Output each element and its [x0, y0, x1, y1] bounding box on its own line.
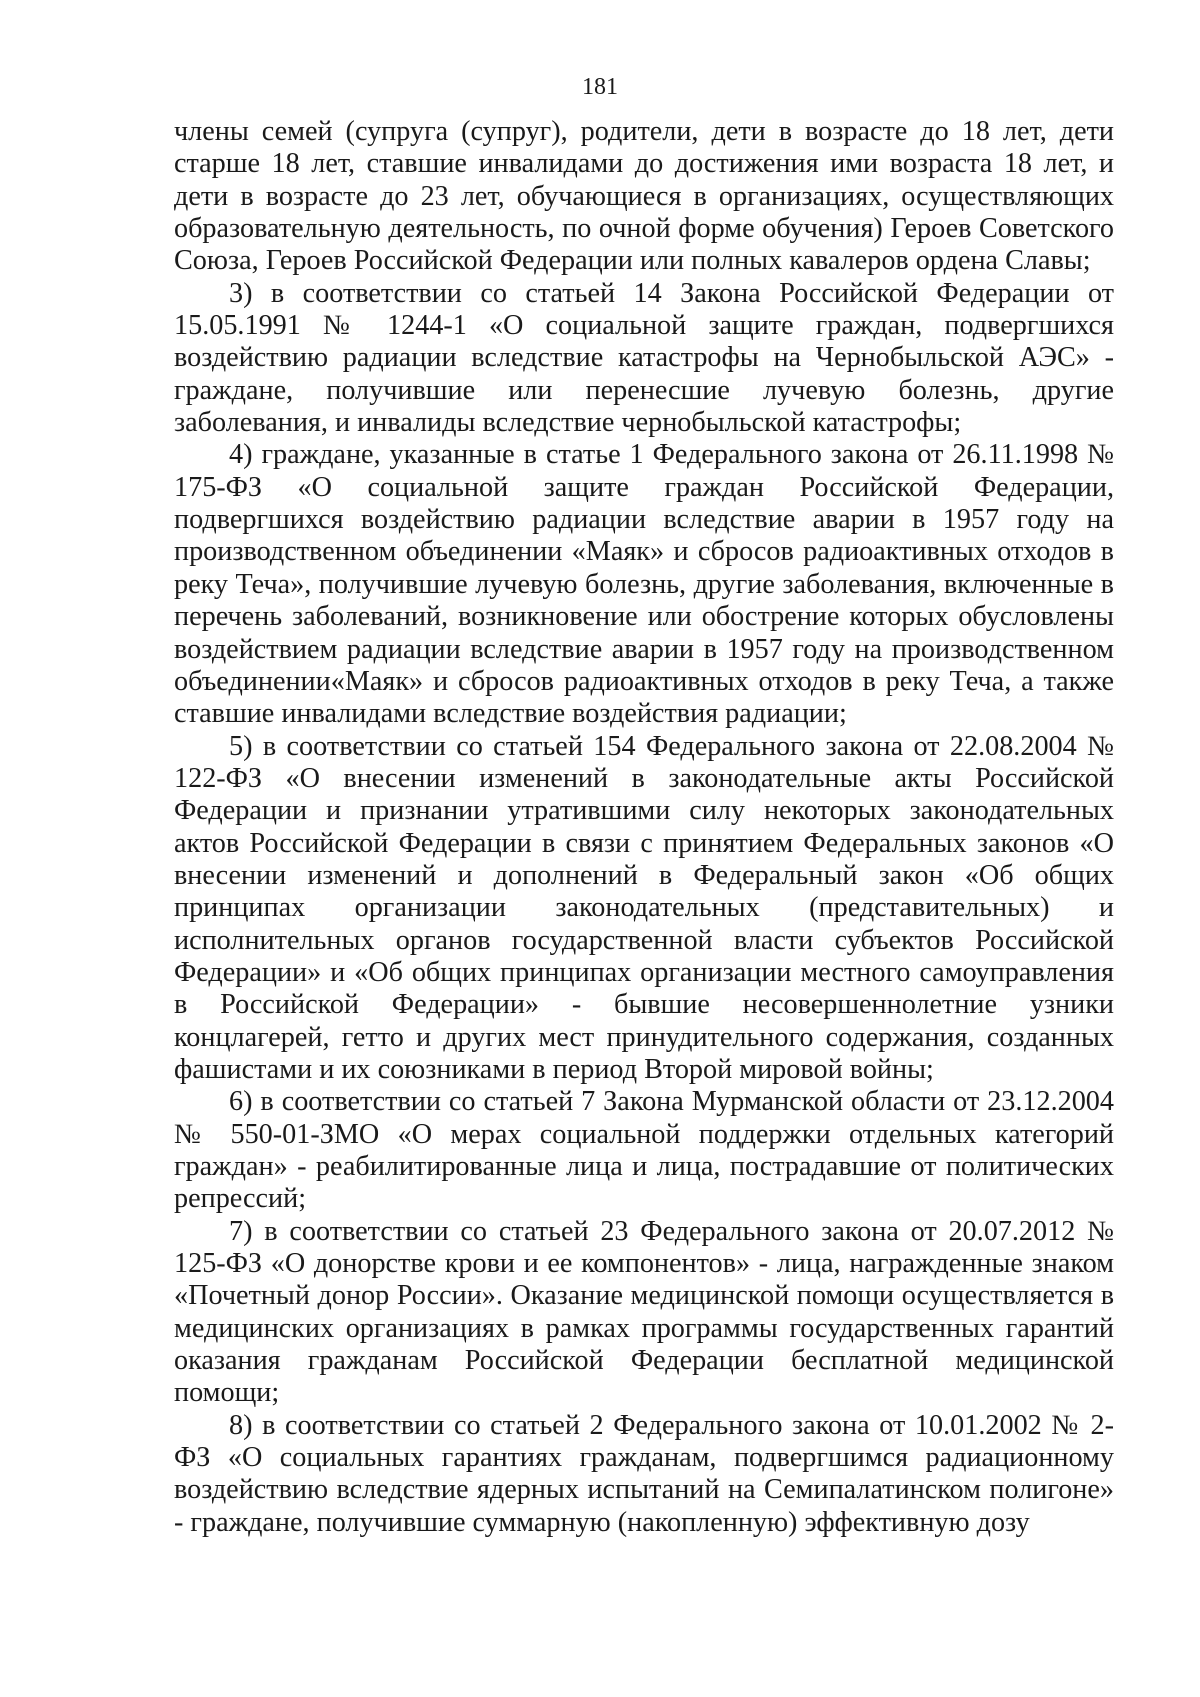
paragraph-item-5: 5) в соответствии со статьей 154 Федерального закона от 22.08.2004 № 122-ФЗ «О внесении изменений в законодательные акты Российской Федерации и признании утратившими силу некоторых законодательных актов Российской Федерации в связи с принятием Федеральных законов «О внесении изменений и дополнений в Федеральный закон «Об общих принципах организации законодательных (представительных) и исполнительных органов государственной власти субъектов Российской Федерации» и «Об общих принципах организации местного самоуправления в Российской Федерации» - бывшие несовершеннолетние узники концлагерей, гетто и других мест принудительного содержания, созданных фашистами и их союзниками в период Второй мировой войны; — [174, 730, 1114, 1085]
paragraph-continuation: члены семей (супруга (супруг), родители, дети в возрасте до 18 лет, дети старше 18 лет, ставшие инвалидами до достижения ими возраста 18 лет, и дети в возрасте до 23 лет, обучающиеся в организациях, осуществляющих образовательную деятельность, по очной форме обучения) Героев Советского Союза, Героев Российской Федерации или полных кавалеров ордена Славы; — [174, 116, 1114, 277]
paragraph-item-3: 3) в соответствии со статьей 14 Закона Российской Федерации от 15.05.1991 № 1244-1 «О социальной защите граждан, подвергшихся воздействию радиации вследствие катастрофы на Чернобыльской АЭС» - граждане, получившие или перенесшие лучевую болезнь, другие заболевания, и инвалиды вследствие чернобыльской катастрофы; — [174, 277, 1114, 439]
paragraph-item-8: 8) в соответствии со статьей 2 Федерального закона от 10.01.2002 № 2-ФЗ «О социальных гарантиях гражданам, подвергшимся радиационному воздействию вследствие ядерных испытаний на Семипалатинском полигоне» - граждане, получившие суммарную (накопленную) эффективную дозу — [174, 1409, 1114, 1538]
paragraph-item-6: 6) в соответствии со статьей 7 Закона Мурманской области от 23.12.2004 № 550-01-ЗМО «О мерах социальной поддержки отдельных категорий граждан» - реабилитированные лица и лица, пострадавшие от политических репрессий; — [174, 1086, 1114, 1215]
page-number: 181 — [582, 74, 618, 100]
document-body — [174, 116, 1114, 1539]
paragraph-item-7: 7) в соответствии со статьей 23 Федерального закона от 20.07.2012 № 125-ФЗ «О донорстве крови и ее компонентов» - лица, награжденные знаком «Почетный донор России». Оказание медицинской помощи осуществляется в медицинских организациях в рамках программы государственных гарантий оказания гражданам Российской Федерации бесплатной медицинской помощи; — [174, 1215, 1114, 1409]
paragraph-item-4: 4) граждане, указанные в статье 1 Федерального закона от 26.11.1998 № 175-ФЗ «О социальной защите граждан Российской Федерации, подвергшихся воздействию радиации вследствие аварии в 1957 году на производственном объединении «Маяк» и сбросов радиоактивных отходов в реку Теча», получившие лучевую болезнь, другие заболевания, включенные в перечень заболеваний, возникновение или обострение которых обусловлены воздействием радиации вследствие аварии в 1957 году на производственном объединении«Маяк» и сбросов радиоактивных отходов в реку Теча, а также ставшие инвалидами вследствие воздействия радиации; — [174, 439, 1114, 730]
